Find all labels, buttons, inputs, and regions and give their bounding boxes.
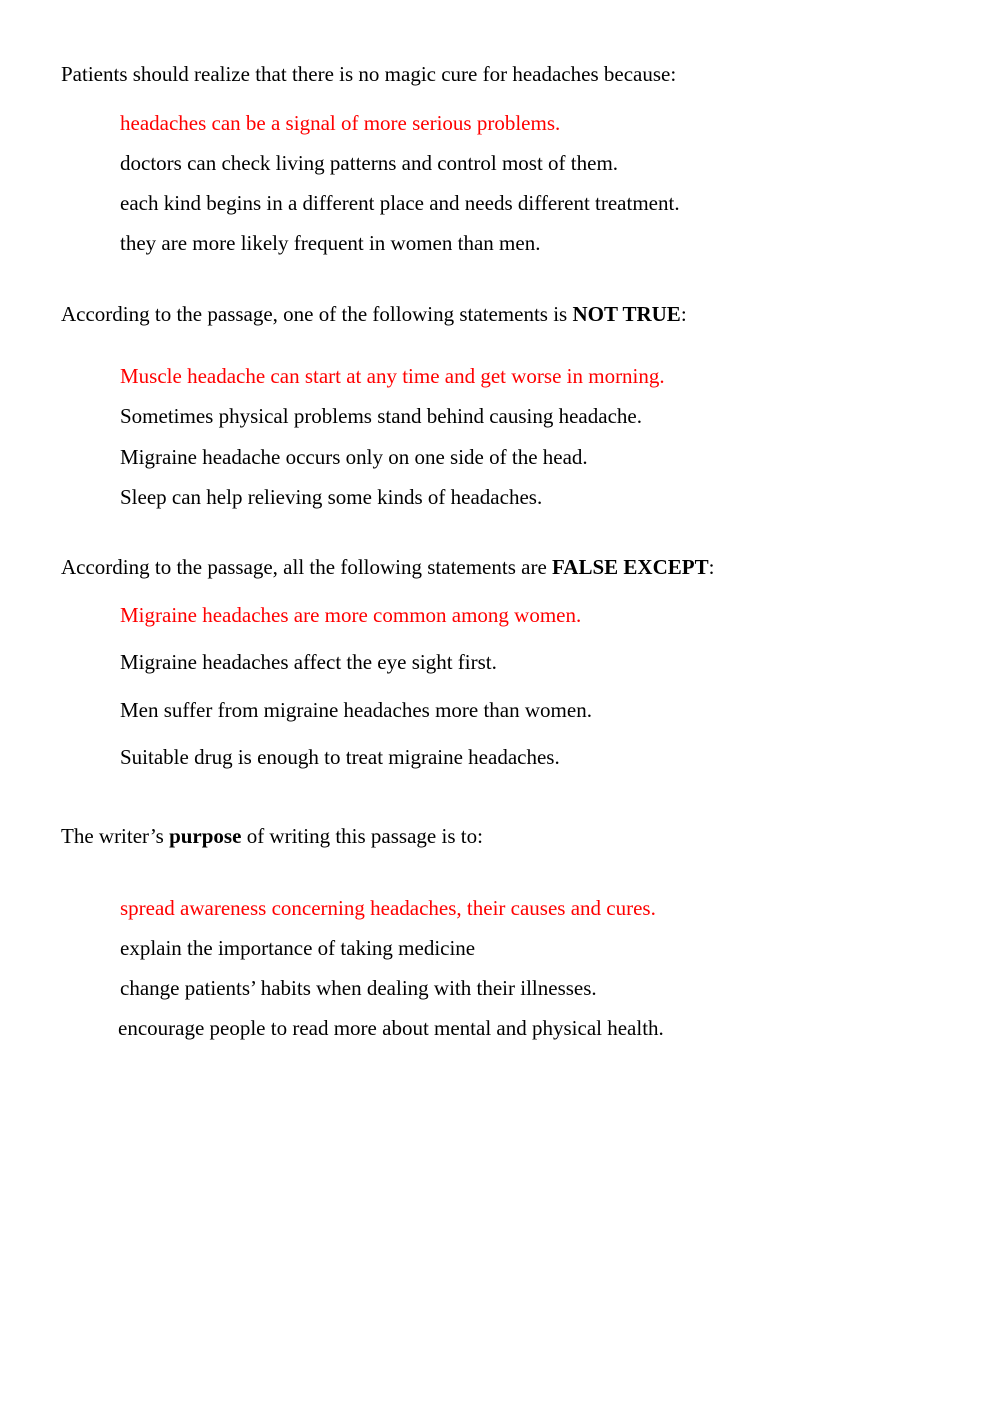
question-2-stem-emphasis: NOT TRUE — [572, 302, 681, 326]
question-1-option-1-correct: headaches can be a signal of more serious problems. — [120, 111, 561, 135]
question-3-stem-suffix: : — [708, 555, 715, 579]
question-3-stem-text: According to the passage, all the following statements are — [61, 555, 553, 579]
question-2-stem-text: According to the passage, one of the following statements is — [61, 302, 573, 326]
question-4-option-4: encourage people to read more about mental and physical health. — [118, 1016, 664, 1040]
question-4-option-2: explain the importance of taking medicine — [120, 936, 476, 960]
question-4-stem — [61, 826, 483, 847]
question-4-option-3: change patients’ habits when dealing with their illnesses. — [120, 976, 597, 1000]
question-2-stem — [61, 304, 687, 325]
question-2-option-4: Sleep can help relieving some kinds of headaches. — [120, 485, 543, 509]
question-2-option-1-correct: Muscle headache can start at any time and get worse in morning. — [120, 364, 665, 388]
question-3-option-4: Suitable drug is enough to treat migraine headaches. — [120, 745, 560, 769]
question-3-option-3: Men suffer from migraine headaches more than women. — [120, 698, 592, 722]
question-4-stem-text: The writer’s — [61, 824, 170, 848]
question-1-option-2: doctors can check living patterns and control most of them. — [120, 151, 619, 175]
question-2-stem-suffix: : — [680, 302, 687, 326]
question-3-stem-emphasis: FALSE EXCEPT — [552, 555, 709, 579]
question-3-option-2: Migraine headaches affect the eye sight first. — [120, 650, 497, 674]
question-1-stem-text: Patients should realize that there is no magic cure for headaches because: — [61, 62, 677, 86]
question-1-stem — [61, 64, 676, 85]
question-3-stem — [61, 557, 714, 578]
question-3-option-1-correct: Migraine headaches are more common among women. — [120, 603, 582, 627]
question-1-option-3: each kind begins in a different place and needs different treatment. — [120, 191, 680, 215]
question-4-option-1-correct: spread awareness concerning headaches, their causes and cures. — [120, 896, 656, 920]
question-1-option-4: they are more likely frequent in women than men. — [120, 231, 541, 255]
question-2-option-2: Sometimes physical problems stand behind causing headache. — [120, 404, 642, 428]
question-4-stem-emphasis: purpose — [169, 824, 242, 848]
question-4-stem-suffix: of writing this passage is to: — [241, 824, 483, 848]
question-2-option-3: Migraine headache occurs only on one side of the head. — [120, 445, 588, 469]
